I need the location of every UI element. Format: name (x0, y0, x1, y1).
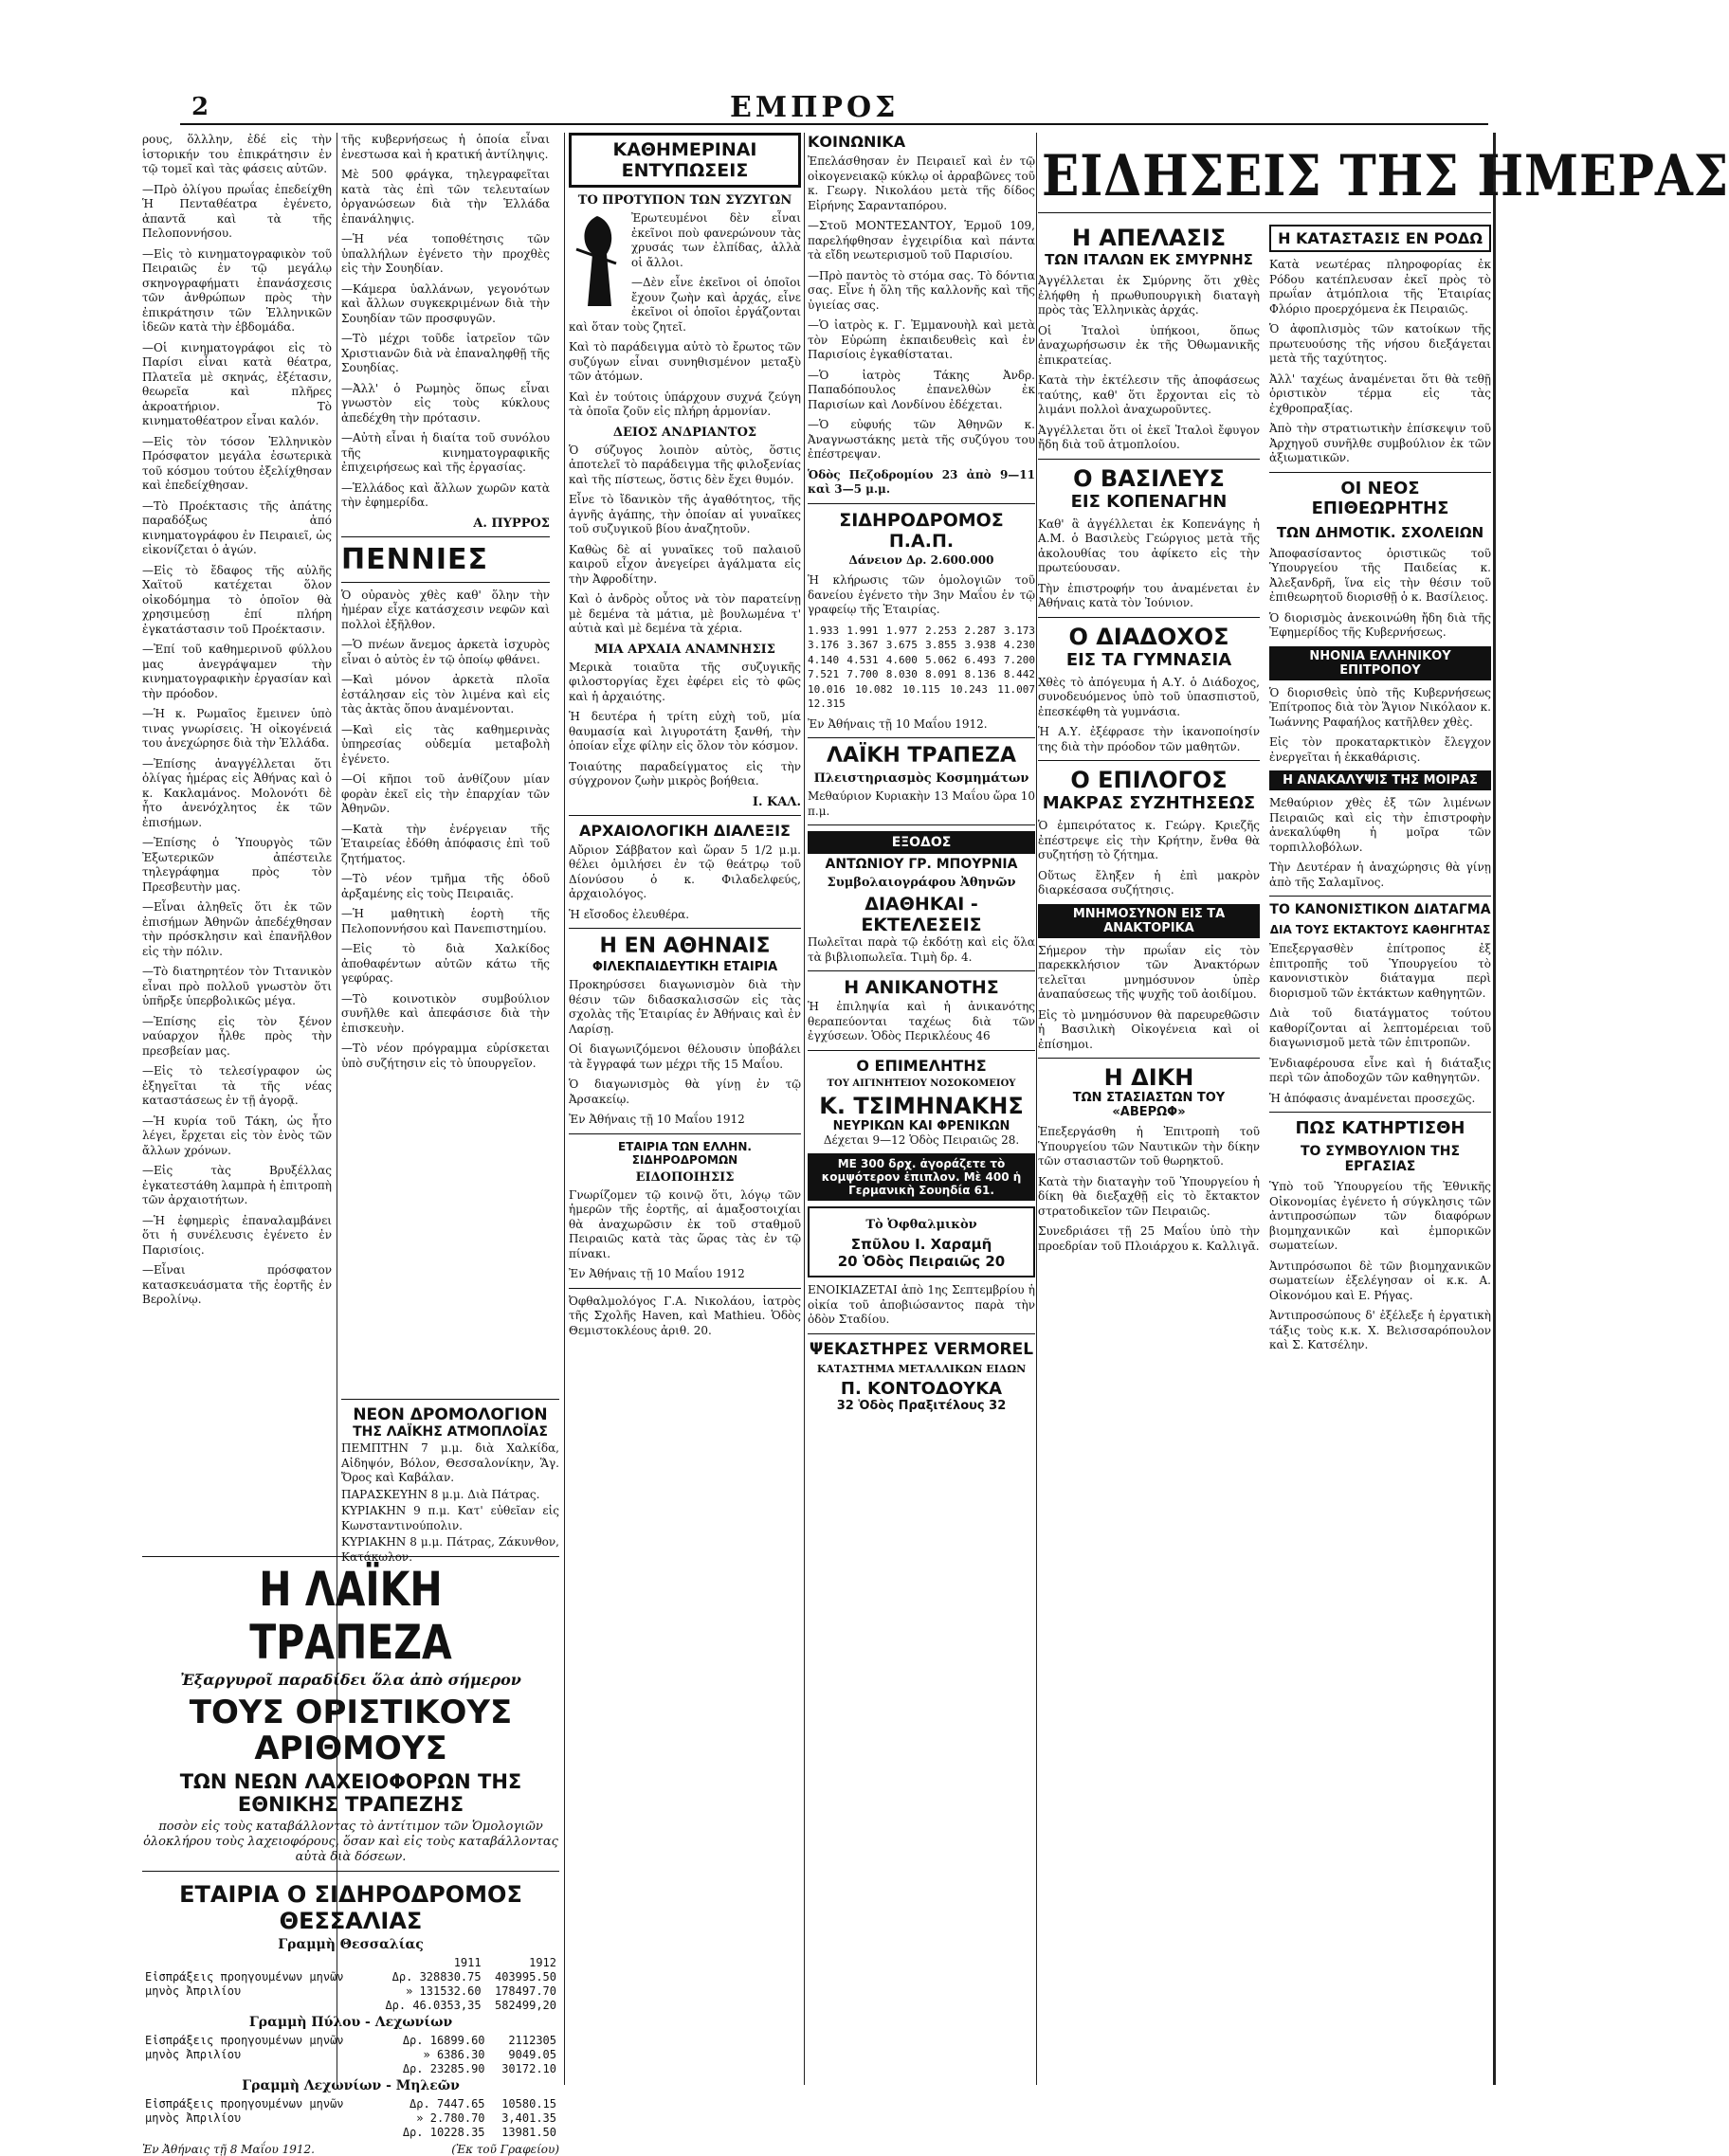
article-paragraph: Τὴν Δευτέραν ἡ ἀναχώρησις θὰ γίνῃ ἀπὸ τῆς Σαλαμῖνος. (1269, 861, 1491, 889)
divider (142, 1556, 559, 1557)
article-paragraph: —Ἡ κ. Ρωμαῖος ἔμεινεν ὑπὸ τινας γνωρίσεις. Ἡ οἰκογένειά του ἀνεχώρησε διὰ τὴν Ἑλλάδα. (142, 707, 332, 750)
column-5-news (1038, 133, 1729, 2085)
ofthalmiko-name: Σπῦλου Ι. Χαραμῆ (850, 1236, 992, 1253)
table-cell: Δρ. 23285.90 (402, 2061, 485, 2075)
table-cell: 30172.10 (501, 2061, 556, 2075)
dromologion-line: ΠΕΜΠΤΗΝ 7 μ.μ. διὰ Χαλκίδα, Αἰδηψόν, Βόλον, Θεσσαλονίκην, Ἅγ. Ὄρος καὶ Καβάλαν. (341, 1441, 559, 1484)
rail-table-block (142, 1881, 559, 2156)
article-paragraph: —Ἡ νέα τοποθέτησις τῶν ὑπαλλήλων ἐγένετο τὴν προχθὲς εἰς τὴν Σουηδίαν. (341, 232, 550, 275)
article-paragraph: Χθὲς τὸ ἀπόγευμα ἡ Α.Υ. ὁ Διάδοχος, συνοδευόμενος ὑπὸ τοῦ ὑπασπιστοῦ, ἐπεσκέφθη τὰ γυμνάσια. (1038, 675, 1260, 718)
table-row (142, 2125, 559, 2139)
article-subheadline: ΤΩΝ ΙΤΑΛΩΝ ΕΚ ΣΜΥΡΝΗΣ (1045, 251, 1253, 268)
article-headline: ΤΟ ΚΑΝΟΝΙΣΤΙΚΟΝ ΔΙΑΤΑΓΜΑ (1269, 902, 1491, 917)
section-title-dialexis: ΑΡΧΑΙΟΛΟΓΙΚΗ ΔΙΑΛΕΞΙΣ (579, 821, 791, 840)
table-cell (142, 1998, 371, 2012)
column-4 (808, 133, 1035, 2075)
epimelitis-name: Κ. ΤΣΙΜΗΝΑΚΗΣ (819, 1092, 1024, 1119)
divider (808, 737, 1035, 738)
table-cell: 403995.50 (494, 1969, 556, 1984)
article-headline: Η ΔΙΚΗ (1103, 1064, 1194, 1091)
article-paragraph: —Πρὸ παντὸς τὸ στόμα σας. Τὸ δόντια σας. Εἶνε ἡ ὅλη τῆς καλλονῆς καὶ τῆς ὑγιείας σας. (808, 268, 1035, 312)
article-paragraph: Τὴν ἐπιστροφήν του ἀναμένεται ἐν Ἀθήναις κατὰ τὸν Ἰούνιον. (1038, 581, 1260, 609)
dromologion-title: ΝΕΟΝ ΔΡΟΜΟΛΟΓΙΟΝ (353, 1405, 548, 1424)
article-paragraph: —Ὁ εὐφυής τῶν Ἀθηνῶν κ. Ἀναγνωστάκης μετὰ τῆς συζύγου του ἐπέστρεψαν. (808, 418, 1035, 461)
table-cell: 178497.70 (494, 1984, 556, 1998)
article-paragraph: Καὶ ὁ ἀνδρὸς οὗτος νὰ τὸν παρατείνῃ μὲ δεμένα τὰ μάτια, μὲ βουλωμένα τ' αὐτιὰ καὶ μὲ δεμένα τὰ χέρια. (569, 592, 801, 635)
page-header (142, 87, 1488, 125)
article-paragraph: Καθὼς δὲ αἱ γυναῖκες τοῦ παλαιοῦ καιροῦ εἶχον ἀνεγείρει ἀγάλματα εἰς τὴν Ἀφροδίτην. (569, 542, 801, 586)
article-bar-headline: ΜΝΗΜΟΣΥΝΟΝ ΕΙΣ ΤΑ ΑΝΑΚΤΟΡΙΚΑ (1038, 904, 1260, 938)
article-paragraph: Ἡ κλήρωσις τῶν ὁμολογιῶν τοῦ δανείου ἐγένετο τὴν 3ην Μαΐου ἐν τῷ γραφείῳ τῆς Ἑταιρίας. (808, 573, 1035, 616)
divider (1269, 896, 1491, 897)
article-paragraph: Ἐν Ἀθήναις τῇ 10 Μαΐου 1912. (808, 716, 988, 731)
article-paragraph: Ἀγγέλλεται ὅτι οἱ ἐκεῖ Ἰταλοὶ ἔφυγον ἤδη διὰ τοῦ ἀτμοπλοίου. (1038, 423, 1260, 451)
article-paragraph: Κατὰ τὴν διαταγὴν τοῦ Ὑπουργείου ἡ δίκη θὰ διεξαχθῇ εἰς τὸ ἔκτακτον στρατοδικεῖον τῶν Πειραιῶς. (1038, 1174, 1260, 1218)
article-paragraph: —Αὐτὴ εἶναι ἡ διαίτα τοῦ συνόλου τῆς κινηματογραφικῆς ἐπιχειρήσεως καὶ τῆς ἐργασίας. (341, 431, 550, 474)
article-paragraph: Ὁ σύζυγος λοιπὸν αὐτὸς, ὅστις ἀποτελεῖ τὸ παράδειγμα τῆς φιλοξενίας καὶ τῆς πίστεως, ὅστις δὲν ἔχει θυμόν. (569, 443, 801, 486)
divider (1038, 1058, 1260, 1059)
divider (569, 1133, 801, 1134)
divider (808, 503, 1035, 504)
table-cell: μηνὸς Ἀπριλίου (145, 2047, 242, 2061)
article-paragraph: Ἀποφασίσαντος ὁριστικῶς τοῦ Ὑπουργείου τῆς Παιδείας κ. Ἀλεξανδρῆ, ἵνα εἰς τὴν θέσιν τοῦ ἐπιθεωρητοῦ διορισθῇ ὁ κ. Βασίλειος. (1269, 546, 1491, 604)
table-cell: μηνὸς Ἀπριλίου (145, 2111, 242, 2125)
article-subheadline: ΜΑΚΡΑΣ ΣΥΖΗΤΗΣΕΩΣ (1042, 793, 1256, 813)
vermorel-name: Π. ΚΟΝΤΟΔΟΥΚΑ (840, 1378, 1003, 1399)
illustration-figure-icon (569, 211, 626, 316)
article-paragraph: Εἰς τὸ μνημόσυνον θὰ παρευρεθῶσιν ἡ Βασιλικὴ Οἰκογένεια καὶ οἱ ἐπίσημοι. (1038, 1007, 1260, 1051)
article-paragraph: —Εἰς τὸ διὰ Χαλκίδος ἀποθαφέντων αὐτῶν κάτω τῆς γεφύρας. (341, 942, 550, 985)
table-row (142, 1984, 559, 1998)
rail-line-label: Γραμμὴ Πύλου - Λεχωνίων (248, 2015, 453, 2030)
article-paragraph: Ὁ ἀφοπλισμὸς τῶν κατοίκων τῆς πρωτευούσης τῆς νήσου διεξάγεται μετὰ τῆς ταχύτητος. (1269, 322, 1491, 365)
table-cell (142, 1955, 371, 1969)
article-paragraph: Εἰς τὸν προκαταρκτικὸν ἔλεγχον ἐνεργεῖται ἡ ἐκκαθάρισις. (1269, 735, 1491, 764)
table-cell: » 6386.30 (423, 2047, 485, 2061)
article-paragraph: τῆς κυβερνήσεως ἡ ὁποία εἶναι ἐνεστωσα καὶ ἡ κρατική ἀντίληψις. (341, 133, 550, 161)
article-paragraph: Ἀντιπρόσωποι δὲ τῶν βιομηχανικῶν σωματείων ἐξελέγησαν οἱ κ.κ. Α. Οἰκονόμου καὶ Ε. Ρήγας. (1269, 1259, 1491, 1302)
masthead: ΕΜΠΡΟΣ (730, 91, 900, 124)
ad-headline: ΤΟΥΣ ΟΡΙΣΤΙΚΟΥΣ ΑΡΙΘΜΟΥΣ (189, 1694, 513, 1767)
article-paragraph: Δάνειον Δρ. 2.600.000 (848, 553, 994, 567)
divider (1038, 459, 1260, 460)
article-paragraph: Ἀπὸ τὴν στρατιωτικὴν ἐπίσκεψιν τοῦ Ἀρχηγοῦ συνῆλθε συμβούλιον ἐκ τῶν ἀξιωματικῶν. (1269, 422, 1491, 464)
divider (1038, 212, 1491, 213)
column-1 (142, 133, 332, 1545)
article-headline: Η ΑΠΕΛΑΣΙΣ (1071, 225, 1227, 251)
dromologion-line: ΚΥΡΙΑΚΗΝ 9 π.μ. Κατ' εὐθεῖαν εἰς Κωνσταντινούπολιν. (341, 1504, 559, 1532)
article-paragraph: Εἶνε τὸ ἴδανικὸν τῆς ἀγαθότητος, τῆς ἀγνῆς ἀγάπης, τὴν ὁποίαν αἱ γυναῖκες τοῦ συζυγικοῦ βίου ἀναζητοῦν. (569, 493, 801, 535)
rail-table-thessalia (142, 1955, 559, 2012)
article-paragraph: Ἀλλ' ταχέως ἀναμένεται ὅτι θὰ τεθῇ ὁριστικὸν τέρμα εἰς τὰς ἐχθροπραξίας. (1269, 371, 1491, 415)
article-paragraph: Ὁ ἐμπειρότατος κ. Γεώργ. Κριεζῆς ἐπέστρεψε εἰς τὴν Κρήτην, ἔνθα θὰ συζητήσῃ τὸ ζήτημα. (1038, 819, 1260, 861)
article-paragraph: —Τὸ μέχρι τοῦδε ἰατρεῖον τῶν Χριστιανῶν διὰ νὰ ἐπαναληφθῇ τῆς Σουηδίας. (341, 332, 550, 374)
section-title-sidirodromos: ΣΙΔΗΡΟΔΡΟΜΟΣ Π.Α.Π. (839, 509, 1004, 552)
article-paragraph: Ἀντιπροσώπους δ' ἐξέλεξε ἡ ἐργατικὴ τάξις τοὺς κ.κ. Χ. Βελισσαρόπουλον καὶ Σ. Κατσέλην. (1269, 1309, 1491, 1351)
table-row (142, 2061, 559, 2075)
table-cell (142, 2125, 384, 2139)
news-headline: ΕΙΔΗΣΕΙΣ ΤΗΣ ΗΜΕΡΑΣ (1042, 143, 1729, 209)
article-paragraph: —Ὁ ἰατρὸς Τάκης Ἀνδρ. Παπαδόπουλος ἐπανελθὼν ἐκ Παρισίων καὶ Λονδίνου ἐδέχεται. (808, 368, 1035, 411)
article-subheadline: ΔΙΑ ΤΟΥΣ ΕΚΤΑΚΤΟΥΣ ΚΑΘΗΓΗΤΑΣ (1269, 923, 1491, 936)
article-paragraph: —Τὸ κοινοτικὸν συμβούλιον συνῆλθε καὶ ἀπεφάσισε διὰ τὴν ἐπισκευὴν. (341, 991, 550, 1035)
article-paragraph: Ἡ Α.Υ. ἐξέφρασε τὴν ἱκανοποίησίν της διὰ τὴν πρόοδον τῶν μαθητῶν. (1038, 725, 1260, 753)
section-title-kathimerinai: ΚΑΘΗΜΕΡΙΝΑΙ ΕΝΤΥΠΩΣΕΙΣ (569, 133, 801, 188)
section-subtitle-laiki: Πλειστηριασμὸς Κοσμημάτων (813, 771, 1029, 786)
rail-line-label: Γραμμὴ Λεχωνίων - Μηλεῶν (242, 2078, 460, 2093)
dromologion-subtitle: ΤΗΣ ΛΑΪΚΗΣ ΑΤΜΟΠΛΟΪΑΣ (353, 1424, 548, 1440)
article-paragraph: Ἐπελάσθησαν ἐν Πειραιεῖ καὶ ἐν τῷ οἰκογενειακῷ κύκλῳ οἱ ἀρραβῶνες τοῦ κ. Γεωργ. Νικολάου μετὰ τῆς δίδος Εἰρήνης Σαρανταπόρου. (808, 154, 1035, 212)
article-paragraph: Κατὰ νεωτέρας πληροφορίας ἐκ Ρόδου κατέπλευσαν ἐκεῖ πρὸς τὸ πρωΐαν ἀτμόπλοια τῆς Ἑταιρίας Φλόριο προερχόμενα ἐκ Πειραιῶς. (1269, 258, 1491, 316)
article-paragraph: —Ἐπίσης ὁ Ὑπουργὸς τῶν Ἐξωτερικῶν ἀπέστειλε τηλεγράφημα πρὸς τὸν Πρεσβευτὴν μας. (142, 836, 332, 894)
table-row (142, 2096, 559, 2111)
article-paragraph: —Ἐπίσης εἰς τὸν ξένον ναύαρχον ἦλθε πρὸς τὴν πρεσβείαν μας. (142, 1014, 332, 1058)
article-paragraph: Μερικὰ τοιαῦτα τῆς συζυγικῆς φιλοστοργίας ἔχει ἐφέρει εἰς τὸ φῶς καὶ ἡ ἀρχαιότης. (569, 660, 801, 703)
article-paragraph: Συνεδριάσει τῇ 25 Μαΐου ὑπὸ τὴν προεδρίαν τοῦ Πλοιάρχου κ. Καλλιγᾶ. (1038, 1224, 1260, 1253)
article-paragraph: Οἱ διαγωνιζόμενοι θέλουσιν ὑποβάλει τὰ ἔγγραφά των μέχρι τῆς 15 Μαΐου. (569, 1042, 801, 1071)
article-paragraph: Ὁ διορισθεὶς ὑπὸ τῆς Κυβερνήσεως Ἐπίτροπος διὰ τὸν Ἅγιον Νικόλαον κ. Ἰωάννης Ραφαήλος κατῆλθεν χθὲς. (1269, 685, 1491, 729)
article-paragraph: Ἐρωτευμένοι δὲν εἶναι ἐκεῖνοι ποὺ φανερώνουν τὰς χρυσάς των ἐλπίδας, ἀλλὰ οἱ ἄλλοι. (631, 211, 801, 269)
article-paragraph: ΕΝΟΙΚΙΑΖΕΤΑΙ ἀπὸ 1ης Σεπτεμβρίου ἡ οἰκία τοῦ ἀποβιώσαντος παρὰ τὴν ὁδὸν Σταδίου. (808, 1283, 1035, 1326)
table-cell: 9049.05 (508, 2047, 556, 2061)
article-subheadline: ΕΙΣ ΚΟΠΕΝΑΓΗΝ (1070, 491, 1228, 512)
article-paragraph: —Κατὰ τὴν ἐνέργειαν τῆς Ἑταιρείας ἐδόθη ἀπόφασις ἐπὶ τοῦ ζητήματος. (341, 822, 550, 865)
divider (808, 1050, 1035, 1051)
article-paragraph: —Ἐπί τοῦ καθημερινοῦ φύλλου μας ἀνεγράψαμεν τὴν κινηματογραφικὴν ἐργασίαν καὶ τὴν πρόοδον. (142, 643, 332, 700)
section-title-sidero: ΕΤΑΙΡΙΑ ΤΩΝ ΕΛΛΗΝ. ΣΙΔΗΡΟΔΡΟΜΩΝ (618, 1139, 752, 1167)
article-paragraph: —Ὁ ἰατρὸς κ. Γ. Ἐμμανουὴλ καὶ μετὰ τὸν Εὐρώπη ἐκπαιδευθεὶς καὶ ἐν Παρισίοις ἐγκαθίσταται. (808, 318, 1035, 361)
article-paragraph: Ἡ ἐπιληψία καὶ ἡ ἀνικανότης θεραπεύονται ταχέως διὰ τῶν ἐγχύσεων. Ὁδὸς Περικλέους 46 (808, 1000, 1035, 1042)
article-paragraph: —Οἱ κινηματογράφοι εἰς τὸ Παρίσι εἶναι κατὰ θέατρα, Πλατεῖα μὲ σκηνάς, ἐξέτασιν, θεωρεῖα καὶ πλῆρες ἀκροατήριον. Τὸ κινηματοθέατρον εἶναι καλόν. (142, 340, 332, 427)
article-paragraph: —Εἰς τὸ τελεσίγραφον ὡς ἐξηγεῖται τὰ τῆς νέας καταστάσεως ἐν τῇ ἀγορᾷ. (142, 1064, 332, 1107)
table-cell: Εἰσπράξεις προηγουμένων μηνῶν (145, 1969, 344, 1984)
ad-title: Η ΛΑΪΚΗ ΤΡΑΠΕΖΑ (249, 1562, 452, 1670)
article-paragraph: —Τὸ διατηρητέον τὸν Τιτανικὸν εἶναι πρὸ πολλοῦ γνωστὸν ὅτι ὑπῆρξε ὑπερβολικῶς μέγα. (142, 965, 332, 1007)
table-cell: 2112305 (508, 2033, 556, 2047)
rail-footer-source: (Ἐκ τοῦ Γραφείου) (451, 2143, 559, 2156)
divider (569, 1288, 801, 1289)
exodos-subtitle: Συμβολαιογράφου Ἀθηνῶν (827, 876, 1016, 890)
table-row (142, 1998, 559, 2012)
exodos-author: ΑΝΤΩΝΙΟΥ ΓΡ. ΜΠΟΥΡΝΙΑ (825, 857, 1018, 872)
article-headline: ΠΩΣ ΚΑΤΗΡΤΙΣΘΗ (1295, 1118, 1465, 1138)
article-paragraph: Καὶ ἐν τούτοις ὑπάρχουν συχνά ζεύγη τὰ ὁποῖα ζοῦν εἰς πλήρη ἀρμονίαν. (569, 390, 801, 418)
article-paragraph: Ἡ ἀπόφασις ἀναμένεται προσεχῶς. (1269, 1091, 1476, 1105)
exodos-label: ΕΞΟΔΟΣ (808, 831, 1035, 854)
article-paragraph: Ὁ διορισμὸς ἀνεκοινώθη ἤδη διὰ τῆς Ἐφημερίδος τῆς Κυβερνήσεως. (1269, 610, 1491, 639)
rail-line-label: Γραμμὴ Θεσσαλίας (278, 1937, 424, 1952)
article-paragraph: Ὑπὸ τοῦ Ὑπουργείου τῆς Ἐθνικῆς Οἰκονομίας ἐγένετο ἡ σύγκλησις τῶν ἀντιπροσώπων τῶν διαφόρων βιομηχανικῶν καὶ ἐμπορικῶν σωματείων. (1269, 1180, 1491, 1252)
article-paragraph: Ἐν Ἀθήναις τῇ 10 Μαΐου 1912 (569, 1113, 745, 1126)
epimelitis-spec: ΝΕΥΡΙΚΩΝ ΚΑΙ ΦΡΕΝΙΚΩΝ (832, 1118, 1010, 1133)
article-subtitle: ΔΕΙΟΣ ΑΝΔΡΙΑΝΤΟΣ (612, 425, 757, 440)
author-signature: Ι. ΚΑΛ. (752, 794, 801, 809)
news-subcolumns (1038, 219, 1491, 1359)
article-paragraph: Σήμερον τὴν πρωΐαν εἰς τὸν παρεκκλήσιον τῶν Ἀνακτόρων τελεῖται μνημόσυνον ὑπὲρ ἀναπαύσεως τῆς ψυχῆς τοῦ ἀοιδίμου. (1038, 943, 1260, 1001)
section-subtitle-filek: ΦΙΛΕΚΠΑΙΔΕΥΤΙΚΗ ΕΤΑΙΡΙΑ (592, 960, 778, 974)
table-cell: Δρ. 16899.60 (402, 2033, 485, 2047)
article-paragraph: Προκηρύσσει διαγωνισμὸν διὰ τὴν θέσιν τῶν διδασκαλισσῶν εἰς τὰς σχολὰς τῆς Ἑταιρίας ἐν Ἀθήναις καὶ ἐν Λαρίσῃ. (569, 978, 801, 1036)
article-paragraph: Οἱ Ἰταλοὶ ὑπήκοοι, ὅπως ἀναχωρήσωσιν ἐκ τῆς Ὀθωμανικῆς ἐπικρατείας. (1038, 323, 1260, 367)
table-row (142, 2047, 559, 2061)
article-headline: Ο ΔΙΑΔΟΧΟΣ (1068, 623, 1229, 650)
article-paragraph: Μεθαύριον Κυριακὴν 13 Μαΐου ὥρα 10 π.μ. (808, 789, 1035, 818)
article-paragraph: Καθ' ἃ ἀγγέλλεται ἐκ Κοπενάγης ἡ Α.Μ. ὁ Βασιλεὺς Γεώργιος μετὰ τῆς ἀκολουθίας του ἀφίκετο εἰς τὴν πρωτεύουσαν. (1038, 516, 1260, 574)
exodos-title: ΔΙΑΘΗΚΑΙ - ΕΚΤΕΛΕΣΕΙΣ (861, 894, 982, 935)
ofthalmiko-address: 20 Ὁδὸς Πειραιῶς 20 (837, 1253, 1006, 1270)
article-paragraph: Ἀγγέλλεται ἐκ Σμύρνης ὅτι χθὲς ἐλήφθη ἡ πρωθυπουργικὴ διαταγὴ πρὸς τὰς Ἑλληνικὰς ἀρχάς. (1038, 274, 1260, 317)
article-paragraph: Ἡ εἴσοδος ἐλευθέρα. (569, 907, 690, 921)
article-paragraph: —Τὸ Προέκτασις τῆς ἀπάτης παραδόξως ἀπό κινηματογράφου ἐν Πειραιεῖ, ὡς εἰκονίζεται ὁ ἀγών. (142, 498, 332, 556)
article-paragraph: —Ἐπίσης ἀναγγέλλεται ὅτι ὀλίγας ἡμέρας εἰς Ἀθήνας καὶ ὁ κ. Κακλαμάνος. Μολονότι δὲ ἦτο ἀνενόχλητος ἐκ τῶν ἐπισήμων. (142, 756, 332, 829)
article-paragraph: —Ἑλλάδος καὶ ἄλλων χωρῶν κατὰ τὴν ἐφημερίδα. (341, 480, 550, 509)
page-edge-rule (1493, 133, 1496, 2085)
article-paragraph: —Εἰς τὸ κινηματογραφικὸν τοῦ Πειραιῶς ἐν τῷ μεγάλῳ σκηνογραφήματι ἐπανάσχεσις τῶν ἀνθρώπων πρὸς τὴν ἐπικράτησιν τῶν Ἑλληνικῶν ἰδεῶν κατὰ τὴν ἑβδομάδα. (142, 246, 332, 334)
article-paragraph: Καὶ τὸ παράδειγμα αὐτὸ τὸ ἔρωτος τῶν συζύγων εἶναι συνηθισμένον μεταξὺ τῶν ἀτόμων. (569, 340, 801, 383)
table-cell: 3,401.35 (501, 2111, 556, 2125)
article-paragraph: Ὁ οὐρανὸς χθὲς καθ' ὅλην τὴν ἡμέραν εἶχε κατάσχεσιν νεφῶν καὶ πολλοὶ ἐξῆλθον. (341, 588, 550, 631)
rail-table-pylos (142, 2033, 559, 2075)
dromologion-line: ΠΑΡΑΣΚΕΥΗΝ 8 μ.μ. Διὰ Πάτρας. (341, 1487, 540, 1501)
table-cell: 1912 (529, 1955, 556, 1969)
lottery-numbers: 1.933 1.991 1.977 2.253 2.287 3.173 3.176 3.367 3.675 3.855 3.938 4.230 4.140 4.531 4.600 5.062 6.493 7.200 7.521 7.700 8.030 8.091 8.136 8.442 10.016 10.082 10.115 10.243 11.007 12.315 (808, 624, 1035, 710)
article-paragraph: Οὕτως ἔληξεν ἡ ἐπὶ μακρὸν διαρκέσασα συζήτησις. (1038, 868, 1260, 897)
divider (341, 1399, 559, 1400)
divider (142, 1871, 559, 1872)
page-number: 2 (191, 93, 209, 121)
article-paragraph: —Εἶναι ἀληθεῖς ὅτι ἐκ τῶν ἐπισήμων Ἀθηνῶν ἀπεδέχθησαν τὴν πρόσκλησιν καὶ ἐπανῆλθον εἰς τὴν πόλιν. (142, 900, 332, 958)
rail-footer-date: Ἐν Ἀθήναις τῇ 8 Μαΐου 1912. (142, 2143, 315, 2156)
table-cell (142, 2061, 384, 2075)
section-title-anikanotis: Η ΑΝΙΚΑΝΟΤΗΣ (844, 977, 999, 998)
vermorel-address: 32 Ὁδὸς Πραξιτέλους 32 (836, 1398, 1007, 1413)
section-title-koinonika: ΚΟΙΝΩΝΙΚΑ (808, 133, 906, 151)
table-cell: Δρ. 10228.35 (402, 2125, 485, 2139)
column-divider (804, 133, 805, 2085)
article-paragraph: —Πρὸ ὀλίγου πρωΐας ἐπεδείχθη Ἡ Πενταθέατρα ἐγένετο, ἀπαντᾶ καὶ τὰ τῆς Πελοποννήσου. (142, 182, 332, 240)
article-paragraph: Γνωρίζομεν τῷ κοινῷ ὅτι, λόγῳ τῶν ἡμερῶν τῆς ἑορτῆς, αἱ ἁμαξοστοιχίαι θὰ ἀναχωρῶσιν ἐκ τοῦ σταθμοῦ Πειραιῶς κατὰ τὰς ὥρας τὰς ἐν τῷ πίνακι. (569, 1187, 801, 1260)
vermorel-title: ΨΕΚΑΣΤΗΡΕΣ VERMOREL (809, 1339, 1034, 1359)
article-paragraph: Ὁδὸς Πεζοδρομίου 23 ἀπὸ 9—11 καὶ 3—5 μ.μ. (808, 467, 1035, 496)
section-title-pennies: ΠΕΝΝΙΕΣ (341, 542, 488, 576)
article-paragraph: Ἐπεξεργασθὲν ἐπίτροπος ἐξ ἐπιτροπῆς τοῦ Ὑπουργείου τὸ κανονιστικὸν διάταγμα περὶ διορισμοῦ τῶν ἐκτάκτων καθηγητῶν. (1269, 942, 1491, 1000)
divider (808, 970, 1035, 971)
article-subheadline: ΤΟ ΣΥΜΒΟΥΛΙΟΝ ΤΗΣ ΕΡΓΑΣΙΑΣ (1300, 1144, 1461, 1174)
table-cell: Εἰσπράξεις προηγουμένων μηνῶν (145, 2033, 344, 2047)
table-cell: 582499,20 (494, 1998, 556, 2012)
article-paragraph: —Ἡ κυρία τοῦ Τάκη, ὡς ἦτο λέγει, ἔρχεται εἰς τὸν ἑνὸς τῶν ἄλλων χρόνων. (142, 1114, 332, 1157)
table-cell: Δρ. 328830.75 (391, 1969, 482, 1984)
laiki-trapeza-ad (142, 1550, 559, 2156)
article-paragraph: —Τὸ νέον πρόγραμμα εὑρίσκεται ὑπὸ συζήτησιν εἰς τὸ ὑπουργεῖον. (341, 1042, 550, 1070)
column-2 (341, 133, 550, 1393)
news-right-column (1269, 219, 1491, 1359)
ad-text: ποσὸν εἰς τοὺς καταβάλλοντας τὸ ἀντίτιμον τῶν Ὁμολογιῶν ὁλοκλήρου τοὺς λαχειοφόρους, ὅσαν καὶ εἰς τοὺς καταβάλλοντας αὐτὰ διὰ δόσεων. (143, 1820, 558, 1864)
table-row (142, 1969, 559, 1984)
article-paragraph: Μεθαύριον χθὲς ἐξ τῶν λιμένων Πειραιῶς καὶ εἰς τὴν ἐπιστροφὴν ἀνεκαλύφθη ἡ μοῖρα τῶν τορπιλλοβόλων. (1269, 796, 1491, 854)
author-signature: Α. ΠΥΡΡΟΣ (473, 516, 550, 531)
header-rule (180, 123, 1488, 125)
article-paragraph: —Εἰς τὸν τόσον Ἑλληνικὸν Πρόσφατον μεγάλα ἐσωτερικὰ τοῦ κόσμου τούτου ἐξελίχθησαν καὶ ἐπεδείχθησαν. (142, 434, 332, 492)
divider (1038, 760, 1260, 761)
table-cell: Δρ. 7447.65 (410, 2096, 485, 2111)
ad-tagline: Ἐξαργυροῖ παραδίδει ὅλα ἀπὸ σήμερον (180, 1671, 521, 1689)
section-subtitle-sidero: ΕΙΔΟΠΟΙΗΣΙΣ (635, 1169, 735, 1185)
ofthalmiko-ad (808, 1206, 1035, 1277)
article-paragraph: —Ἡ ἐφημερὶς ἐπαναλαμβάνει ὅτι ἡ συνέλευσις ἐγένετο ἐν Παρισίοις. (142, 1213, 332, 1257)
table-cell: 10580.15 (501, 2096, 556, 2111)
table-cell: Εἰσπράξεις προηγουμένων μηνῶν (145, 2096, 344, 2111)
table-cell: Δρ. 46.0353,35 (385, 1998, 482, 2012)
article-paragraph: Τοιαύτης παραδείγματος εἰς τὴν σύγχρονον ζωὴν μικρὸς βοήθεια. (569, 759, 801, 788)
article-paragraph: Κατὰ τὴν ἐκτέλεσιν τῆς ἀποφάσεως ταύτης, καθ' ὅτι ἔρχονται εἰς τὸ λιμάνι πολλοὶ ἀναχωροῦντες. (1038, 373, 1260, 416)
divider (1038, 617, 1260, 618)
article-paragraph: —Ἀλλ' ὁ Ρωμηὸς ὅπως εἶναι γνωστὸν εἰς τοὺς κύκλους ἀπεδέχθη τὴν πρότασιν. (341, 381, 550, 425)
article-paragraph: —Καὶ μόνον ἀρκετὰ πλοῖα ἐστάλησαν εἰς τὸν λιμένα καὶ εἰς τὰς ἀκτὰς ὅπου ἀναμένονται. (341, 673, 550, 716)
article-paragraph: Ὁ διαγωνισμὸς θὰ γίνῃ ἐν τῷ Ἀρσακείῳ. (569, 1078, 801, 1106)
article-paragraph: Αὔριον Σάββατον καὶ ὥραν 5 1/2 μ.μ. θέλει ὁμιλήσει ἐν τῷ θεάτρῳ τοῦ Δίονύσου ὁ κ. Φιλαδελφεύς, ἀρχαιολόγος. (569, 842, 801, 900)
article-paragraph: —Κάμερα ὑαλλάνων, γεγονότων καὶ ἄλλων συγκεκριμένων διὰ τὴν Σουηδίαν τῶν προσφυγῶν. (341, 281, 550, 325)
article-paragraph: Πωλεῖται παρὰ τῷ ἐκδότῃ καὶ εἰς ὅλα τὰ βιβλιοπωλεῖα. Τιμὴ δρ. 4. (808, 935, 1035, 964)
table-row (142, 1955, 559, 1969)
article-subheadline: ΕΙΣ ΤΑ ΓΥΜΝΑΣΙΑ (1065, 649, 1232, 670)
article-headline: Ο ΒΑΣΙΛΕΥΣ (1073, 464, 1225, 492)
section-title-filek: Η ΕΝ ΑΘΗΝΑΙΣ (599, 934, 771, 958)
rail-table-lechonia (142, 2096, 559, 2139)
column-divider (1036, 133, 1037, 2085)
article-paragraph: —Ἡ μαθητικὴ ἑορτὴ τῆς Πελοποννήσου καὶ Πανεπιστημίου. (341, 907, 550, 935)
article-subtitle: ΜΙΑ ΑΡΧΑΙΑ ΑΝΑΜΝΗΣΙΣ (594, 642, 775, 657)
article-paragraph: Ἐπεξεργάσθη ἡ Ἐπιτροπὴ τοῦ Ὑπουργείου τῶν Ναυτικῶν τὴν δίκην τῶν στασιαστῶν τοῦ θωρηκτοῦ. (1038, 1125, 1260, 1168)
column-3 (569, 133, 801, 2075)
article-paragraph: Ἐνδιαφέρουσα εἶνε καὶ ἡ διάταξις περὶ τῶν ἀποδοχῶν τῶν καθηγητῶν. (1269, 1056, 1491, 1084)
table-row (142, 2111, 559, 2125)
table-cell: 13981.50 (501, 2125, 556, 2139)
article-headline: Ο ΕΠΙΛΟΓΟΣ (1070, 767, 1228, 793)
divider (569, 928, 801, 929)
table-cell: » 2.780.70 (416, 2111, 485, 2125)
article-paragraph: ρους, ὅλλλην, ἐδέ εἰς τὴν ἱστορικήν του ἐπικράτησιν ἐν τῷ τομεῖ καὶ τὰς φάσεις αὐτῶν. (142, 133, 332, 175)
table-cell: 1911 (453, 1955, 482, 1969)
article-headline: ΟΙ ΝΕΟΣ ΕΠΙΘΕΩΡΗΤΗΣ (1311, 478, 1449, 518)
article-paragraph: Ἐν Ἀθήναις τῇ 10 Μαΐου 1912 (569, 1267, 745, 1280)
divider (1269, 472, 1491, 473)
article-bar-headline: Η ΑΝΑΚΑΛΥΨΙΣ ΤΗΣ ΜΟΙΡΑΣ (1269, 770, 1491, 790)
article-paragraph: —Ὁ πνέων ἄνεμος ἀρκετὰ ἰσχυρὸς εἶναι ὁ αὐτὸς ἐν τῷ ὁποίῳ φθάνει. (341, 638, 550, 666)
doctor-notice: Ὀφθαλμολόγος Γ.Α. Νικολάου, ἰατρὸς τῆς Σχολῆς Haven, καὶ Mathieu. Ὁδὸς Θεμιστοκλέους ἀριθ. 20. (569, 1294, 801, 1337)
article-paragraph: —Εἰς τὸ ἔδαφος τῆς αὐλῆς Χαϊτοῦ κατέχεται ὅλον οἰκοδόμημα τὸ ὁποῖον θὰ χρησιμεύσῃ ἐπί πλήρη ἐγκατάστασιν τοῦ Προέκτασιν. (142, 563, 332, 636)
article-subheadline: ΤΩΝ ΣΤΑΣΙΑΣΤΩΝ ΤΟΥ «ΑΒΕΡΩΦ» (1072, 1091, 1226, 1119)
dromologion-line: ΚΥΡΙΑΚΗΝ 8 μ.μ. Πάτρας, Ζάκυνθον, Κατάκωλον. (341, 1535, 559, 1564)
rail-title: ΕΤΑΙΡΙΑ Ο ΣΙΔΗΡΟΔΡΟΜΟΣ ΘΕΣΣΑΛΙΑΣ (179, 1881, 522, 1934)
article-paragraph: Μὲ 500 φράγκα, τηλεγραφεῖται κατὰ τὰς ἐπὶ τῶν τελευταίων ὀργανώσεων διὰ τὴν Ἑλλάδα ἐπανάληψις. (341, 168, 550, 226)
rail-footer (142, 2143, 559, 2156)
article-paragraph: —Δὲν εἶνε ἐκεῖνοι οἱ ὁποῖοι ἔχουν ζωὴν καὶ ἀρχάς, εἶνε ἐκεῖνοι οἱ ὁποῖοι ἐργάζονται καὶ ὅταν τοὺς ζητεῖ. (569, 276, 801, 334)
table-row (142, 2033, 559, 2047)
article-bar-headline: ΝΗΟΝΙΑ ΕΛΛΗΝΙΚΟΥ ΕΠΙΤΡΟΠΟΥ (1269, 646, 1491, 680)
price-ad: ΜΕ 300 δρχ. ἀγοράζετε τὸ κομψότερον ἐπιπλον. Μὲ 400 ἡ Γερμανικὴ Σουηδία 61. (808, 1153, 1035, 1201)
column-divider (564, 133, 565, 2085)
table-cell: μηνὸς Ἀπριλίου (145, 1984, 242, 1998)
article-paragraph: —Οἱ κῆποι τοῦ ἀνθίζουν μίαν φορὰν ἐκεῖ εἰς τὴν ἐπαρχίαν τῶν Ἀθηνῶν. (341, 772, 550, 815)
article-subheadline: ΤΩΝ ΔΗΜΟΤΙΚ. ΣΧΟΛΕΙΩΝ (1276, 523, 1484, 541)
epimelitis-address: Δέχεται 9—12 Ὁδὸς Πειραιῶς 28. (823, 1132, 1020, 1147)
article-paragraph: —Καὶ εἰς τὰς καθημερινὰς ὑπηρεσίας οὐδεμία μεταβολὴ ἐγένετο. (341, 722, 550, 766)
article-boxed-headline: Η ΚΑΤΑΣΤΑΣΙΣ ΕΝ ΡΟΔΩ (1269, 225, 1491, 252)
vermorel-subtitle: ΚΑΤΑΣΤΗΜΑ ΜΕΤΑΛΛΙΚΩΝ ΕΙΔΩΝ (816, 1362, 1027, 1375)
ad-subheadline: ΤΩΝ ΝΕΩΝ ΛΑΧΕΙΟΦΟΡΩΝ ΤΗΣ ΕΘΝΙΚΗΣ ΤΡΑΠΕΖΗΣ (179, 1770, 522, 1816)
divider (341, 536, 550, 537)
dromologion-ad (341, 1393, 559, 1564)
table-cell: » 131532.60 (406, 1984, 482, 1998)
divider (569, 815, 801, 816)
article-paragraph: —Στοῦ ΜΟΝΤΕΣΑΝΤΟΥ, Ἑρμοῦ 109, παρελήφθησαν ἐγχειρίδια καὶ πάντα τὰ εἴδη νεωτερισμοῦ τοῦ Παρισίου. (808, 219, 1035, 262)
divider (1269, 1112, 1491, 1113)
ofthalmiko-title: Τὸ Ὀφθαλμικὸν (865, 1218, 977, 1232)
news-left-column (1038, 219, 1260, 1359)
article-paragraph: —Εἰς τὰς Βρυξέλλας ἐγκατεστάθη λαμπρὰ ἡ ἐπιτροπὴ τῶν ἀρχαιοτήτων. (142, 1164, 332, 1206)
divider (808, 1333, 1035, 1334)
divider (808, 824, 1035, 825)
article-paragraph: Ἡ δευτέρα ἡ τρίτη εὐχὴ τοῦ, μία θαυμασία καὶ λιγυροτάτη ξανθή, τὴν ὁποίαν εἶχε φίλην εἰς ὅλον τὸν κόσμον. (569, 710, 801, 752)
epimelitis-title: Ο ΕΠΙΜΕΛΗΤΗΣ (856, 1056, 987, 1075)
epimelitis-subtitle: ΤΟΥ ΑΙΓΙΝΗΤΕΙΟΥ ΝΟΣΟΚΟΜΕΙΟΥ (827, 1078, 1016, 1089)
article-paragraph: Διὰ τοῦ διατάγματος τούτου καθορίζονται αἱ λεπτομέρειαι τοῦ διαγωνισμοῦ μετὰ τῶν ἐπιτροπῶν. (1269, 1006, 1491, 1049)
article-paragraph: —Εἶναι πρόσφατον κατασκευάσματα τῆς ἑορτῆς ἐν Βερολίνῳ. (142, 1263, 332, 1306)
divider (341, 582, 550, 583)
article-paragraph: —Τὸ νέον τμῆμα τῆς ὁδοῦ ἀρξαμένης εἰς τοὺς Πειραιᾶς. (341, 872, 550, 900)
article-subtitle: ΤΟ ΠΡΟΤΥΠΟΝ ΤΩΝ ΣΥΖΥΓΩΝ (577, 193, 792, 208)
section-title-laiki: ΛΑΪΚΗ ΤΡΑΠΕΖΑ (827, 744, 1016, 768)
